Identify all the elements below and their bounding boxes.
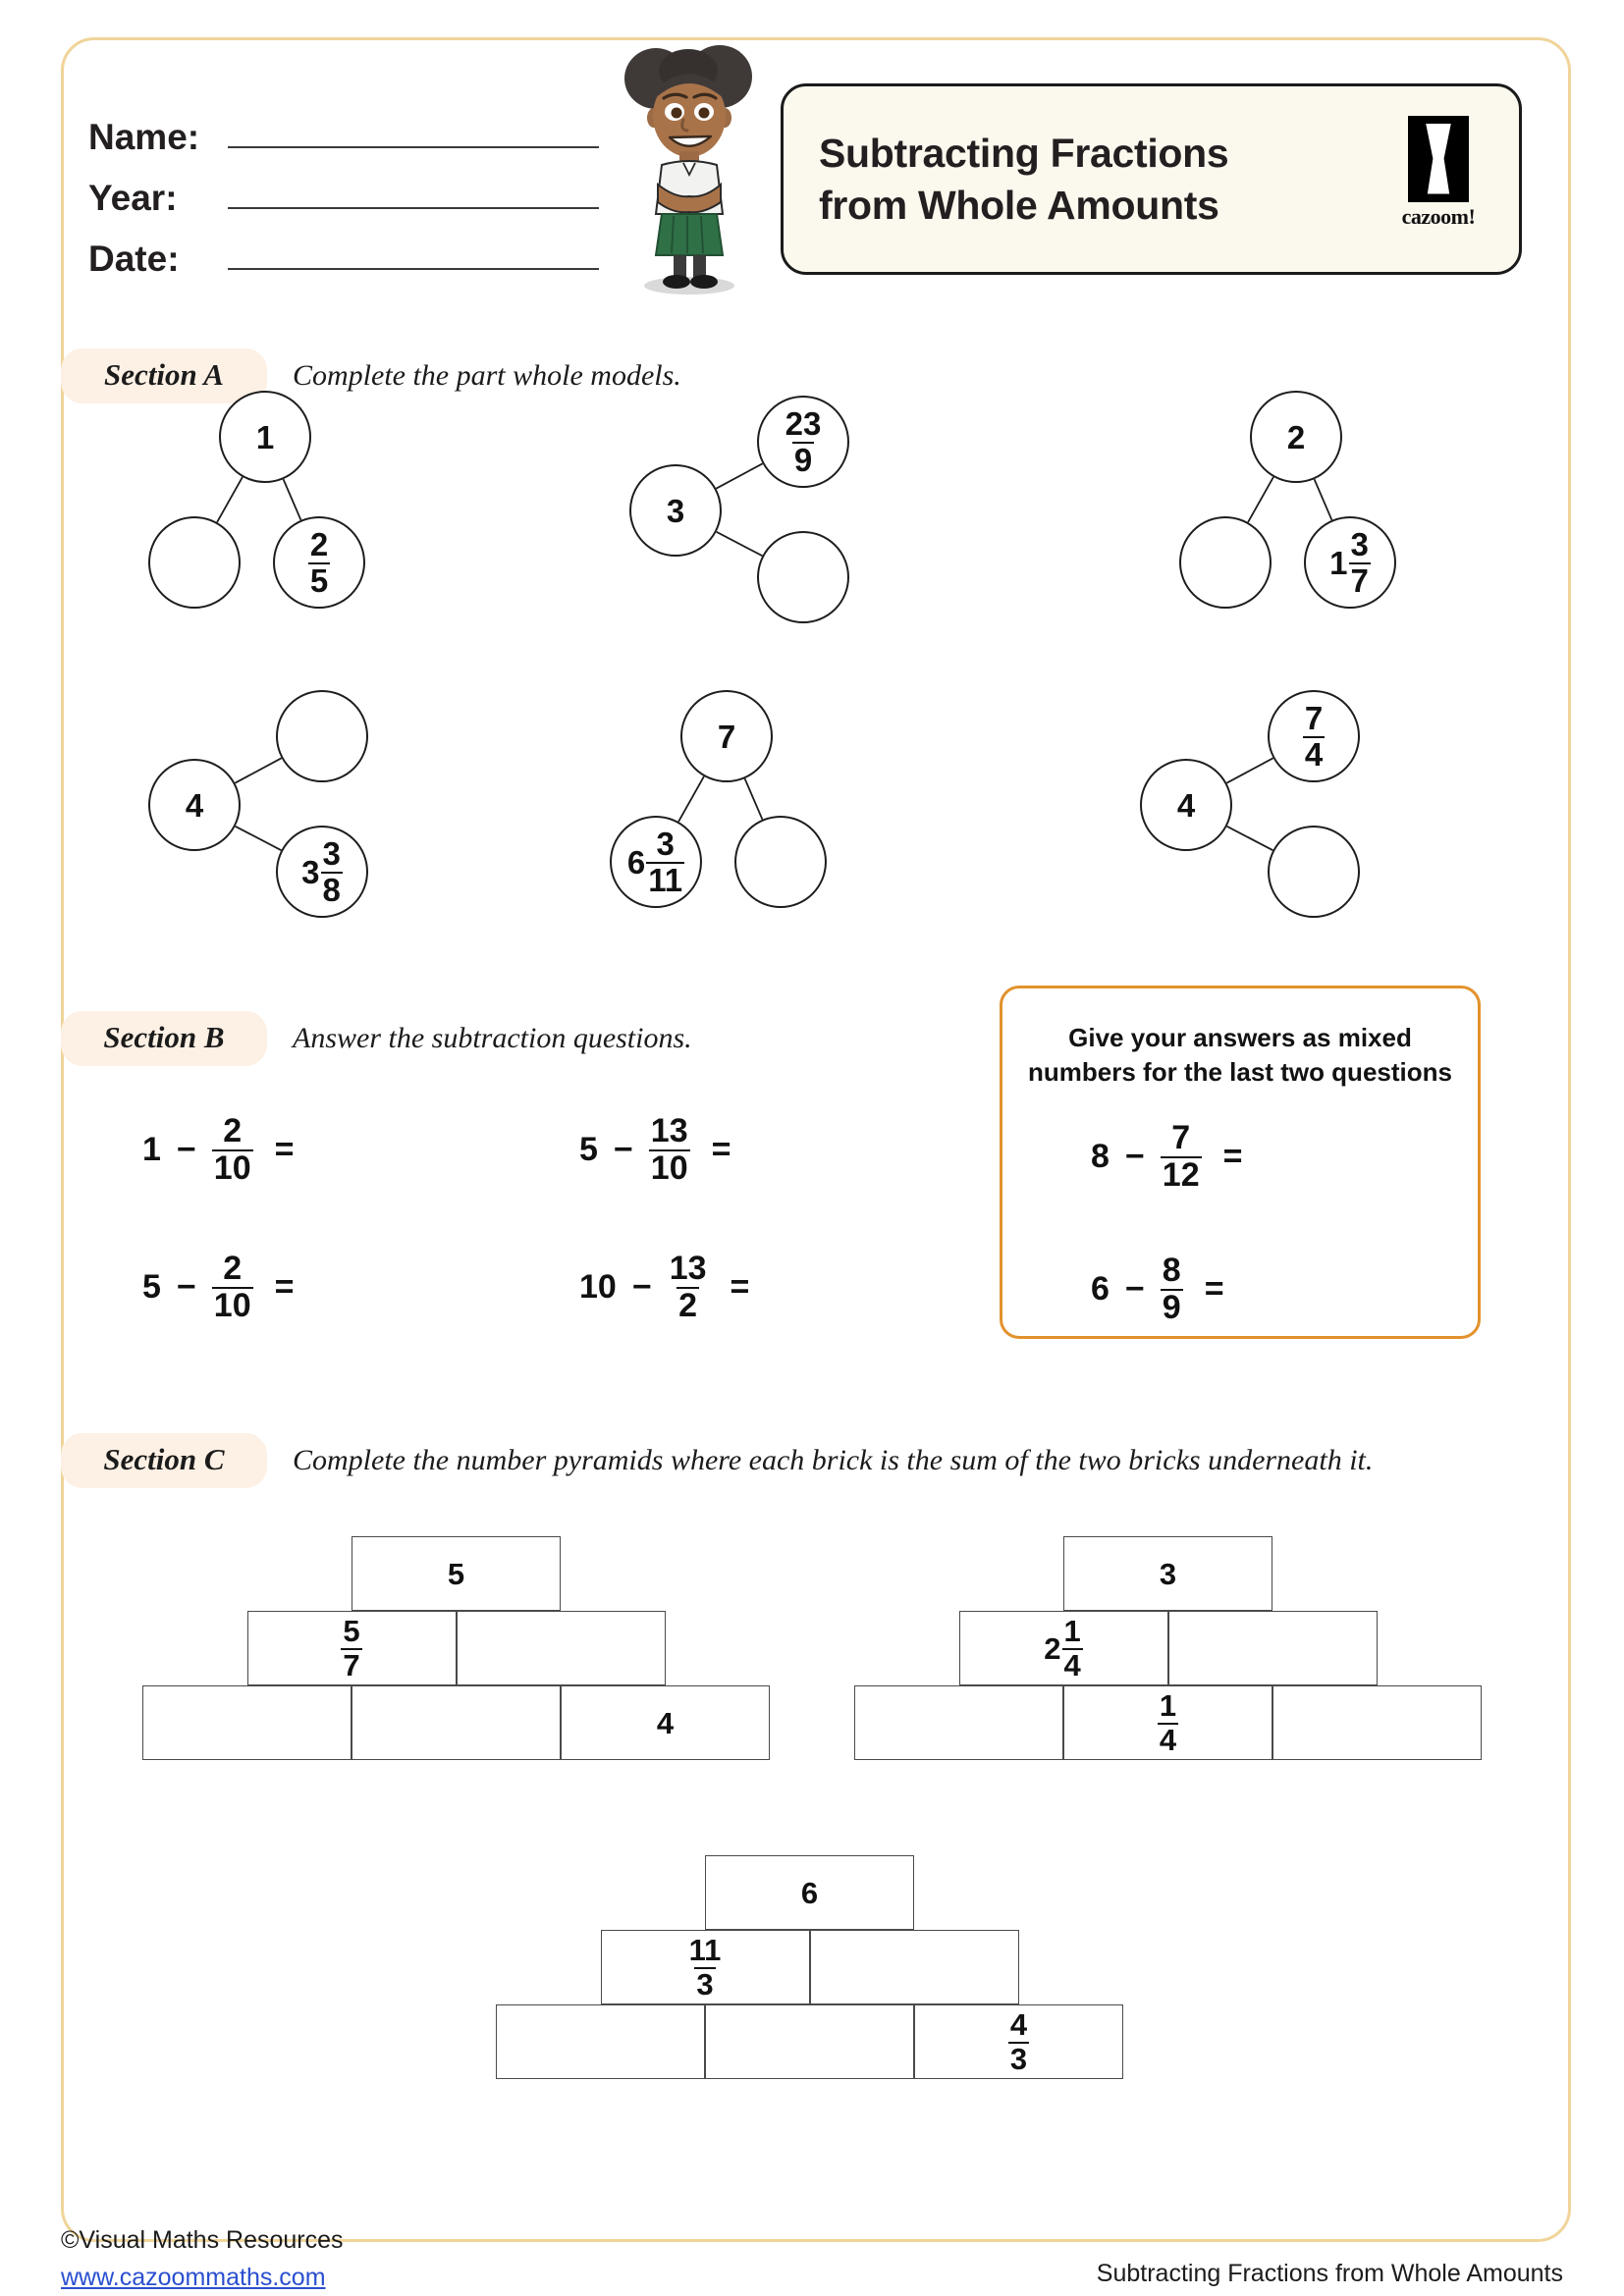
number-pyramid bbox=[496, 1855, 1123, 2079]
part-whole-part-node[interactable] bbox=[1268, 690, 1360, 782]
fraction-value: $\frac{23}{9}$ bbox=[785, 404, 822, 478]
pyramid-brick[interactable] bbox=[705, 1855, 914, 1930]
worksheet-header bbox=[0, 0, 1624, 294]
part-whole-part-node[interactable] bbox=[148, 516, 241, 609]
part-whole-part-node[interactable] bbox=[1268, 826, 1360, 918]
part-whole-part-node[interactable] bbox=[757, 531, 849, 623]
part-whole-part-node[interactable] bbox=[734, 816, 827, 908]
section-c-instruction: Complete the number pyramids where each brick is the sum of the two bricks underneath it. bbox=[293, 1444, 1374, 1476]
date-field-row bbox=[88, 216, 599, 277]
mixed-number-value: 2 $\frac{1}{4}$ bbox=[1044, 1613, 1081, 1682]
page-title-line2: from Whole Amounts bbox=[819, 182, 1219, 228]
part-whole-model bbox=[628, 393, 962, 658]
year-input-line[interactable] bbox=[228, 206, 599, 209]
part-whole-total-node[interactable] bbox=[1250, 391, 1342, 483]
expression-whole-number: 10 bbox=[579, 1267, 617, 1306]
whole-number-value: 6 bbox=[800, 1875, 819, 1910]
fraction-value: $\frac{8}{9}$ bbox=[1162, 1252, 1181, 1326]
pyramid-brick[interactable] bbox=[457, 1611, 666, 1685]
whole-number-value: 1 bbox=[255, 418, 275, 455]
mixed-number-value: 1 $\frac{3}{7}$ bbox=[1329, 525, 1369, 599]
section-c-heading bbox=[61, 1433, 1373, 1488]
year-field-row bbox=[88, 155, 599, 216]
page-title bbox=[819, 128, 1393, 231]
fraction-value: $\frac{2}{10}$ bbox=[213, 1250, 251, 1324]
pyramid-brick[interactable] bbox=[1063, 1536, 1272, 1611]
whole-number-value: 7 bbox=[717, 718, 736, 755]
part-whole-part-node[interactable] bbox=[273, 516, 365, 609]
pyramid-brick[interactable] bbox=[352, 1685, 561, 1760]
worksheet-title-box bbox=[781, 83, 1522, 275]
date-input-line[interactable] bbox=[228, 267, 599, 270]
whole-number-value: 4 bbox=[185, 786, 204, 824]
student-mascot-illustration bbox=[601, 41, 778, 296]
minus-operator: − bbox=[631, 1267, 652, 1306]
whole-number-value: 3 bbox=[1159, 1556, 1177, 1591]
part-whole-model bbox=[1178, 388, 1512, 653]
subtraction-question[interactable] bbox=[579, 1114, 731, 1185]
fraction-value: $\frac{13}{2}$ bbox=[669, 1250, 707, 1324]
name-field-row bbox=[88, 94, 599, 155]
cazoom-logo-wordmark: cazoom! bbox=[1401, 203, 1476, 229]
equals-sign: = bbox=[274, 1267, 295, 1306]
cazoom-website-link[interactable]: www.cazoommaths.com bbox=[61, 2264, 326, 2291]
pyramid-brick[interactable] bbox=[914, 2004, 1123, 2079]
pyramid-brick[interactable] bbox=[810, 1930, 1019, 2004]
part-whole-part-node[interactable] bbox=[1179, 516, 1272, 609]
pyramid-brick[interactable] bbox=[1168, 1611, 1378, 1685]
pyramid-brick[interactable] bbox=[1272, 1685, 1482, 1760]
footer-left-block bbox=[61, 2226, 344, 2292]
subtraction-question[interactable] bbox=[142, 1252, 294, 1322]
fraction-value: $\frac{5}{7}$ bbox=[343, 1613, 360, 1682]
subtraction-question[interactable] bbox=[142, 1114, 294, 1185]
cazoom-logo bbox=[1393, 116, 1484, 243]
fraction-value: $\frac{2}{5}$ bbox=[309, 525, 329, 599]
section-b-heading bbox=[61, 1011, 692, 1066]
part-whole-total-node[interactable] bbox=[148, 759, 241, 851]
copyright-text: ©Visual Maths Resources bbox=[61, 2226, 344, 2254]
section-a-label: Section A bbox=[61, 348, 267, 403]
pyramid-brick[interactable] bbox=[561, 1685, 770, 1760]
pyramid-brick[interactable] bbox=[705, 2004, 914, 2079]
part-whole-part-node[interactable] bbox=[1304, 516, 1396, 609]
minus-operator: − bbox=[613, 1130, 633, 1168]
subtraction-question[interactable] bbox=[579, 1252, 749, 1322]
section-b-label: Section B bbox=[61, 1011, 267, 1066]
student-info-block bbox=[88, 94, 599, 277]
pyramid-brick[interactable] bbox=[601, 1930, 810, 2004]
minus-operator: − bbox=[176, 1267, 196, 1306]
fraction-value: $\frac{1}{4}$ bbox=[1159, 1687, 1177, 1757]
part-whole-part-node[interactable] bbox=[276, 690, 368, 782]
whole-number-value: 4 bbox=[1176, 786, 1196, 824]
minus-operator: − bbox=[1124, 1137, 1145, 1175]
pyramid-brick[interactable] bbox=[959, 1611, 1168, 1685]
part-whole-part-node[interactable] bbox=[610, 816, 702, 908]
expression-whole-number: 8 bbox=[1091, 1137, 1110, 1175]
minus-operator: − bbox=[1124, 1269, 1145, 1308]
part-whole-part-node[interactable] bbox=[757, 396, 849, 488]
callout-instruction: Give your answers as mixed numbers for the last two questions bbox=[1028, 1023, 1452, 1087]
whole-number-value: 3 bbox=[666, 492, 685, 529]
fraction-value: $\frac{13}{10}$ bbox=[650, 1112, 688, 1187]
callout-subtraction-question[interactable] bbox=[1091, 1254, 1224, 1324]
equals-sign: = bbox=[711, 1130, 731, 1168]
expression-whole-number: 5 bbox=[579, 1130, 598, 1168]
section-a-instruction: Complete the part whole models. bbox=[293, 359, 681, 392]
section-b-instruction: Answer the subtraction questions. bbox=[293, 1022, 692, 1054]
mixed-number-value: 6 $\frac{3}{11}$ bbox=[626, 825, 683, 898]
pyramid-brick[interactable] bbox=[352, 1536, 561, 1611]
pyramid-brick[interactable] bbox=[496, 2004, 705, 2079]
part-whole-model bbox=[1139, 687, 1473, 952]
whole-number-value: 5 bbox=[447, 1556, 465, 1591]
expression-whole-number: 6 bbox=[1091, 1269, 1110, 1308]
whole-number-value: 4 bbox=[656, 1705, 675, 1740]
equals-sign: = bbox=[274, 1130, 295, 1168]
expression-whole-number: 1 bbox=[142, 1130, 161, 1168]
pyramid-brick[interactable] bbox=[1063, 1685, 1272, 1760]
pyramid-brick[interactable] bbox=[142, 1685, 352, 1760]
part-whole-total-node[interactable] bbox=[219, 391, 311, 483]
year-label: Year: bbox=[88, 178, 178, 218]
equals-sign: = bbox=[730, 1267, 750, 1306]
page-footer bbox=[0, 2226, 1624, 2295]
part-whole-part-node[interactable] bbox=[276, 826, 368, 918]
mixed-number-value: 3 $\frac{3}{8}$ bbox=[301, 834, 341, 908]
number-pyramid bbox=[854, 1536, 1482, 1760]
mixed-number-callout-box bbox=[1000, 986, 1481, 1339]
fraction-value: $\frac{7}{4}$ bbox=[1304, 699, 1324, 773]
fraction-value: $\frac{11}{3}$ bbox=[688, 1932, 722, 2002]
minus-operator: − bbox=[176, 1130, 196, 1168]
fraction-value: $\frac{7}{12}$ bbox=[1162, 1119, 1200, 1194]
cazoom-glass-icon bbox=[1408, 116, 1469, 202]
whole-number-value: 2 bbox=[1286, 418, 1306, 455]
part-whole-model bbox=[147, 388, 481, 653]
part-whole-total-node[interactable] bbox=[629, 464, 722, 557]
fraction-value: $\frac{4}{3}$ bbox=[1009, 2006, 1028, 2076]
part-whole-model bbox=[147, 687, 481, 952]
section-c-label: Section C bbox=[61, 1433, 267, 1488]
number-pyramid bbox=[142, 1536, 770, 1760]
date-label: Date: bbox=[88, 239, 180, 279]
equals-sign: = bbox=[1222, 1137, 1243, 1175]
part-whole-model bbox=[609, 687, 943, 952]
callout-subtraction-question[interactable] bbox=[1091, 1121, 1242, 1192]
name-input-line[interactable] bbox=[228, 145, 599, 148]
part-whole-total-node[interactable] bbox=[680, 690, 773, 782]
fraction-value: $\frac{2}{10}$ bbox=[213, 1112, 251, 1187]
equals-sign: = bbox=[1204, 1269, 1224, 1308]
pyramid-brick[interactable] bbox=[854, 1685, 1063, 1760]
page-title-line1: Subtracting Fractions bbox=[819, 131, 1229, 177]
part-whole-total-node[interactable] bbox=[1140, 759, 1232, 851]
expression-whole-number: 5 bbox=[142, 1267, 161, 1306]
name-label: Name: bbox=[88, 117, 200, 157]
pyramid-brick[interactable] bbox=[247, 1611, 457, 1685]
footer-worksheet-name: Subtracting Fractions from Whole Amounts bbox=[1096, 2260, 1563, 2287]
